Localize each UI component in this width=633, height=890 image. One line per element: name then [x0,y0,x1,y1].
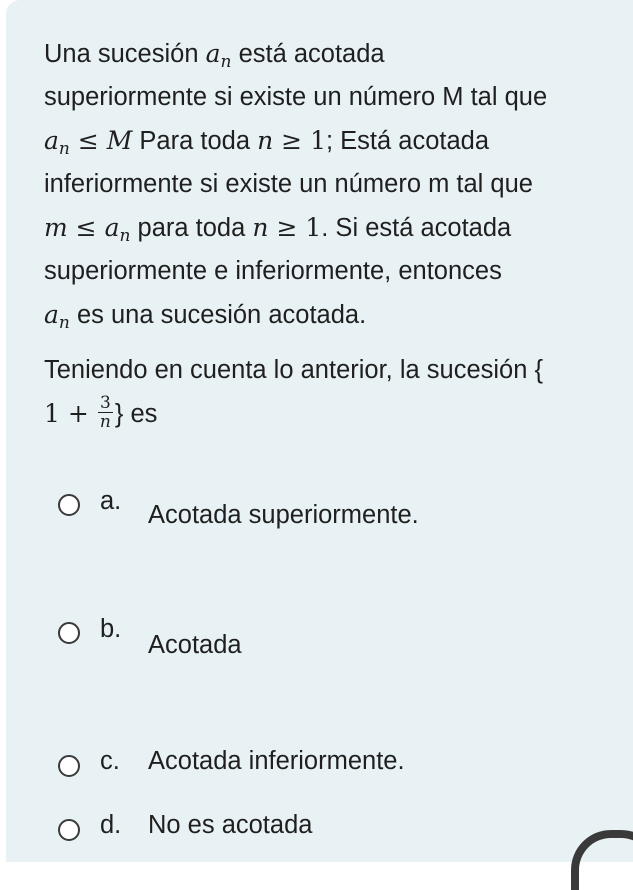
radio-button-d[interactable] [58,819,80,841]
math-one-plus: 1 + [44,399,89,428]
option-d[interactable] [58,809,598,849]
question-line-7 [44,293,604,337]
option-label: Acotada inferiormente. [148,747,405,775]
fraction-3-over-n: $\frac{3}{n}$ [99,392,111,432]
text-segment: Para toda [139,127,251,155]
math-m-leq-an: $m \le a_n$ [44,213,131,246]
question-line-1 [44,32,604,76]
radio-button-c[interactable] [58,755,80,777]
option-c[interactable] [58,745,598,785]
option-letter: c. [100,747,120,775]
math-an-leq-M: $a_n \le M$ [44,126,133,159]
math-n-geq-1: n ≥ 1 [252,213,322,242]
option-a[interactable] [58,487,598,527]
text-segment: . Si está acotada [321,214,512,242]
math-n-geq-1: n ≥ 1 [257,126,326,155]
text-segment: Una sucesión [44,40,199,68]
question-line-2: superiormente si existe un número M tal que [44,82,548,111]
option-letter: a. [100,487,122,515]
question-line-6: superiormente e inferiormente, entonces [44,256,502,285]
option-b[interactable] [58,615,598,659]
option-letter: d. [100,811,122,839]
text-segment: para toda [137,214,246,242]
radio-button-a[interactable] [58,494,80,516]
question-line-5 [44,206,604,250]
question-line-3 [44,119,604,163]
question-line-4: inferiormente si existe un número m tal que [44,169,533,198]
math-a-n: $a_n$ [205,39,232,72]
math-a-n: $a_n$ [44,300,70,333]
option-letter: b. [100,615,122,643]
text-segment: es una sucesión acotada. [76,301,367,329]
text-segment: ; Está acotada [325,127,490,155]
text-segment: } es [114,400,158,428]
radio-button-b[interactable] [58,622,80,644]
question-line-8: Teniendo en cuenta lo anterior, la sucesión { [44,355,544,384]
question-text [44,32,604,436]
question-line-9 [44,392,604,436]
option-label: No es acotada [148,811,313,839]
option-label: Acotada [148,631,242,659]
option-label: Acotada superiormente. [148,501,419,529]
text-segment: está acotada [238,40,385,68]
